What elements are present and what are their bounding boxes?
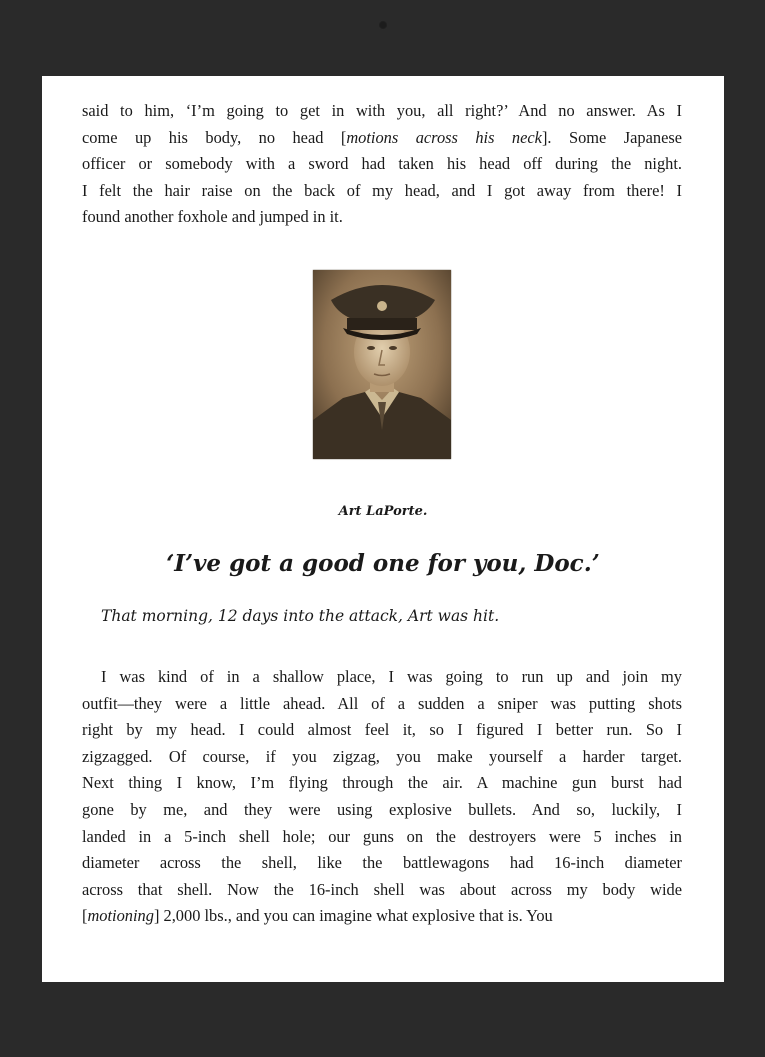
camera-dot [378, 20, 388, 30]
text-line [82, 717, 682, 744]
text-segment: said to him, ‘I’m going to get in with you, all right?’ And no answer. As I [82, 101, 682, 120]
text-line [82, 98, 682, 125]
italic-text: motions across his neck [346, 127, 542, 147]
text-segment: zigzagged. Of course, if you zigzag, you make yourself a harder target. [82, 746, 682, 766]
text-segment: found another foxhole and jumped in it. [82, 207, 343, 227]
ebook-page [42, 76, 724, 982]
text-segment: [ [82, 906, 88, 926]
text-segment: outfit—they were a little ahead. All of a sudden a sniper was putting shots [82, 693, 682, 713]
text-segment: gone by me, and they were using explosive bullets. And so, luckily, I [82, 799, 682, 819]
text-line [82, 903, 682, 930]
text-line [82, 850, 682, 877]
text-line [82, 664, 682, 691]
text-segment: diameter across the shell, like the battlewagons had 16-inch diameter [82, 853, 682, 873]
text-line [82, 744, 682, 771]
text-segment: officer or somebody with a sword had taken his head off during the night. [82, 154, 682, 174]
text-segment: ] 2,000 lbs., and you can imagine what explosive that is. You [153, 906, 553, 926]
text-line [82, 877, 682, 904]
text-line [82, 125, 682, 152]
text-segment: I felt the hair raise on the back of my head, and I got away from there! I [82, 180, 682, 200]
text-line [82, 824, 682, 851]
section-heading: ‘I’ve got a good one for you, Doc.’ [166, 550, 600, 577]
paragraph-story [82, 664, 682, 930]
text-segment: Next thing I know, I’m flying through the air. A machine gun burst had [82, 773, 682, 793]
italic-text: motioning [87, 906, 154, 926]
photo-caption: Art LaPorte. [338, 504, 428, 519]
text-segment: landed in a 5-inch shell hole; our guns on the destroyers were 5 inches in [82, 826, 682, 846]
text-segment: right by my head. I could almost feel it, so I figured I better run. So I [82, 720, 682, 740]
text-line [82, 204, 682, 231]
text-line [82, 178, 682, 205]
text-line [82, 691, 682, 718]
text-segment: ]. Some Japanese [541, 127, 682, 147]
text-segment: across that shell. Now the 16-inch shell was about across my body wide [82, 879, 682, 899]
text-segment: come up his body, no head [ [82, 127, 347, 147]
portrait-photo [313, 270, 451, 459]
text-line [82, 151, 682, 178]
intro-line: That morning, 12 days into the attack, Art was hit. [101, 607, 500, 625]
text-segment: I was kind of in a shallow place, I was going to run up and join my [101, 667, 682, 686]
text-line [82, 770, 682, 797]
text-line [82, 797, 682, 824]
paragraph-continued [82, 98, 682, 231]
